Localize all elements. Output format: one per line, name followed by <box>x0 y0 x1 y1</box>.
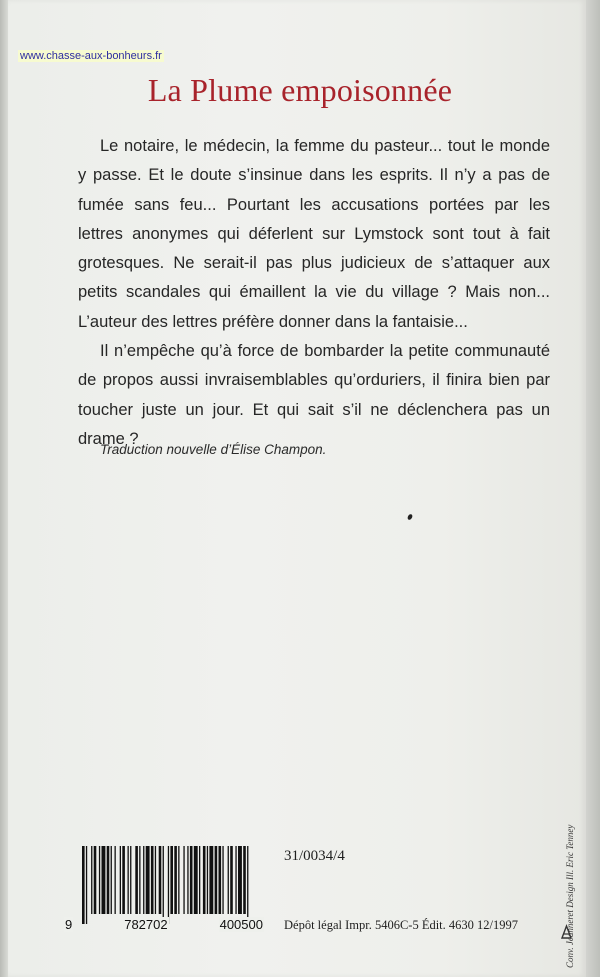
barcode-bar <box>143 846 144 914</box>
barcode-bar <box>187 846 188 914</box>
translation-credit: Traduction nouvelle d’Élise Champon. <box>100 442 327 457</box>
barcode-left-group: 782702 <box>124 917 168 932</box>
barcode-bar <box>230 846 233 914</box>
barcode-bar <box>207 846 208 914</box>
barcode-bar <box>111 846 112 914</box>
barcode-bar <box>130 846 131 914</box>
catalog-number: 31/0034/4 <box>284 848 345 864</box>
barcode-bar <box>122 846 125 914</box>
legal-deposit-line: Dépôt légal Impr. 5406C-5 Édit. 4630 12/1997 <box>284 918 519 932</box>
barcode-bar <box>102 846 106 914</box>
barcode-bar <box>243 846 246 914</box>
barcode-first-digit: 9 <box>65 917 73 932</box>
barcode-bar <box>235 846 236 914</box>
barcode-bar <box>194 846 198 914</box>
cover-credits: Conv. Jeanneret Design Ill. Eric Tenney <box>565 824 575 968</box>
barcode-bar <box>163 846 164 924</box>
barcode-bar <box>219 846 222 914</box>
book-page-edge <box>586 0 600 977</box>
book-spine-edge <box>0 0 8 977</box>
barcode-bar <box>135 846 138 914</box>
barcode-bar <box>228 846 229 914</box>
book-blurb <box>78 132 550 454</box>
barcode-bar <box>247 846 248 924</box>
barcode-bar <box>238 846 242 914</box>
barcode-bar <box>86 846 87 924</box>
barcode-bar <box>155 846 156 914</box>
barcode-bar <box>215 846 218 914</box>
barcode-bar <box>139 846 140 914</box>
isbn-barcode <box>78 846 254 956</box>
book-title: La Plume empoisonnée <box>147 72 453 108</box>
barcode-digits <box>64 917 264 932</box>
barcode-bar <box>222 846 223 914</box>
barcode-bar <box>203 846 206 914</box>
barcode-bar <box>159 846 162 914</box>
barcode-bar <box>107 846 110 914</box>
barcode-bar <box>82 846 85 924</box>
barcode-bar <box>190 846 193 914</box>
barcode-bar <box>94 846 97 914</box>
blurb-paragraph-2: Il n’empêche qu’à force de bombarder la petite communauté de propos aussi invraisemblables qu’orduriers, il finira bien par toucher juste un jour. Et qui sait s’il ne déclenchera pas un drame ? <box>78 342 550 448</box>
barcode-bar <box>174 846 177 914</box>
barcode-bar <box>128 846 129 914</box>
barcode-bar <box>183 846 184 914</box>
barcode-bar <box>209 846 213 914</box>
barcode-bar <box>146 846 150 914</box>
barcode-bar <box>99 846 100 914</box>
website-watermark: www.chasse-aux-bonheurs.fr <box>20 50 162 62</box>
barcode-bar <box>178 846 179 914</box>
barcode-bar <box>115 846 116 914</box>
barcode-right-group: 400500 <box>219 917 263 932</box>
barcode-bar <box>199 846 200 914</box>
barcode-bar <box>120 846 121 914</box>
blurb-paragraph-1: Le notaire, le médecin, la femme du pasteur... tout le monde y passe. Et le doute s’insinue dans les esprits. Il n’y a pas de fumée sans feu... Pourtant les accusations portées par les lettres anonymes qui déferlent sur Lymstock sont tout à fait grotesques. Ne serait-il pas plus judicieux de s’attaquer aux petits scandales qui émaillent la vie du village ? Mais non... L’auteur des lettres préfère donner dans la fantaisie... <box>78 137 550 331</box>
barcode-bar <box>151 846 154 914</box>
barcode-bar <box>170 846 173 914</box>
barcode-bar <box>91 846 92 914</box>
barcode-bar <box>168 846 169 924</box>
